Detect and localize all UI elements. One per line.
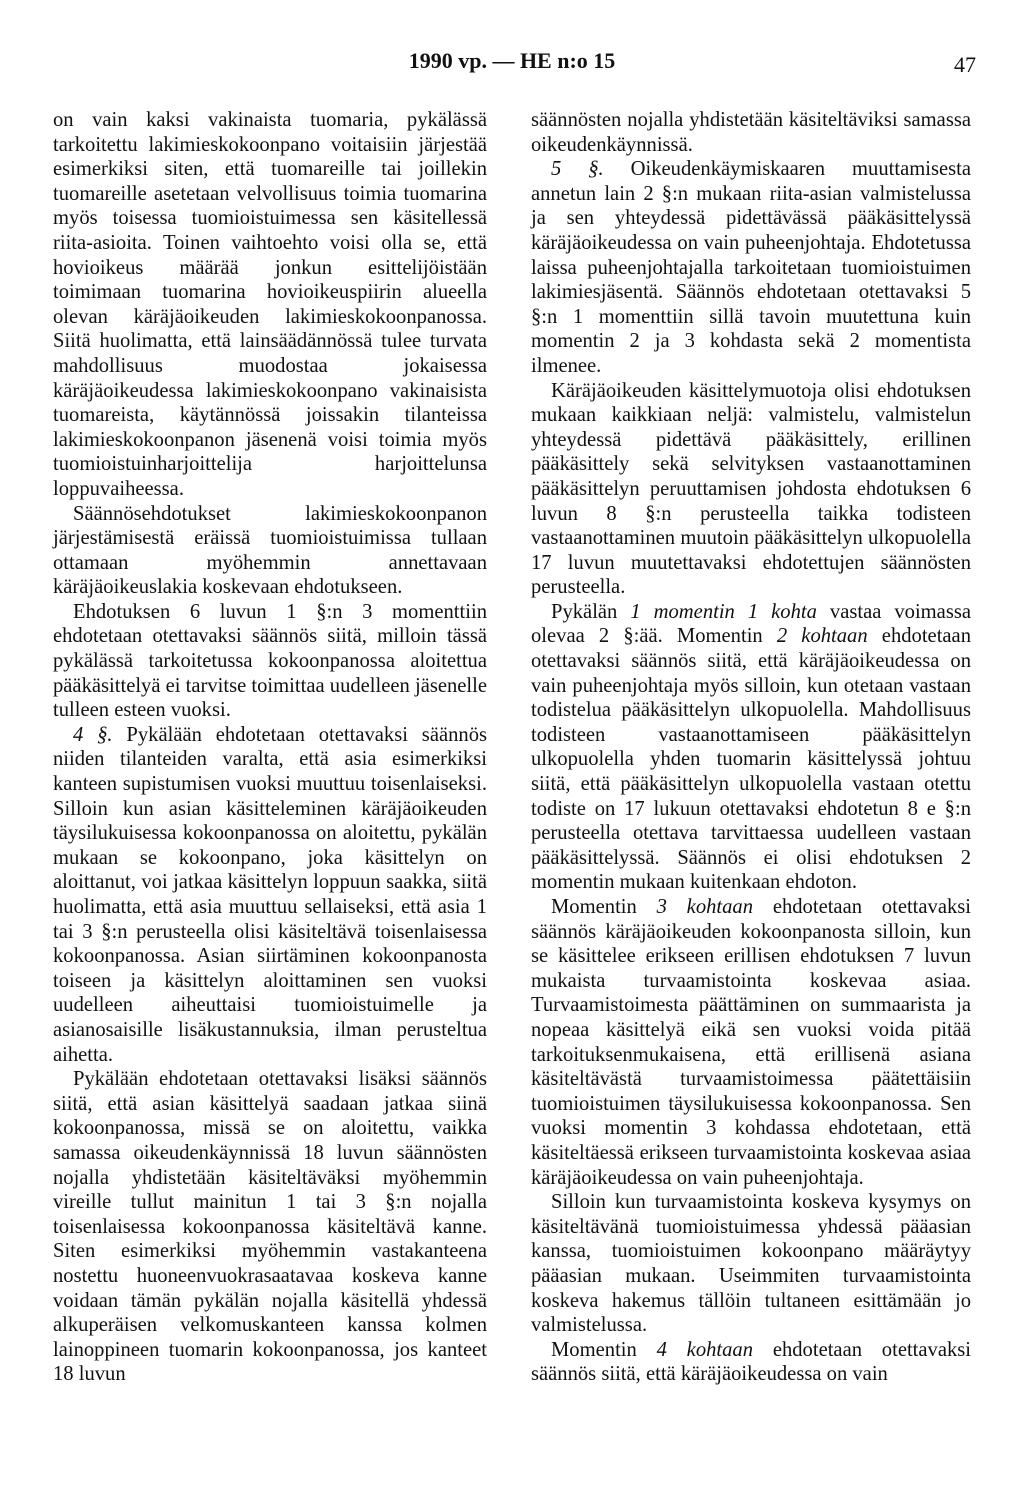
paragraph-text: Pykälään ehdotetaan otettavaksi säännös niiden tilanteiden varalta, että asia esimerkiksi kanteen supistumisen vuoksi muuttuu toisenlaiseksi. Silloin kun asian käsitteleminen käräjäoikeuden täysilukuisessa kokoonpanossa on aloitettu, pykälän mukaan se kokoonpano, joka käsittelyn on aloittanut, voi jatkaa käsittelyn loppuun saakka, siitä huolimatta, että asia muuttuu sellaiseksi, että asia 1 tai 3 §:n perusteella olisi käsiteltävä toisenlaisessa kokoonpanossa. Asian siirtäminen kokoonpanosta toiseen ja käsittelyn aloittaminen sen vuoksi uudelleen aiheuttaisi tuomioistuimelle ja asianosaisille lisäkustannuksia, ilman perusteltua aihetta. — [53, 723, 488, 1066]
paragraph-text: ehdotetaan otettavaksi säännös siitä, että käräjäoikeudessa on vain puheenjohtaja myös silloin, kun otetaan vastaan todistelua pääkäsittelyn ulkopuolella. Mahdollisuus todisteen vastaanottamiseen pääkäsittelyn ulkopuolella yhden tuomarin käsittelyssä johtuu siitä, että pääkäsittelyn ulkopuolella vastaan otettu todiste on 17 lukuun otettavaksi ehdotetun 8 e §:n perusteella otettava tarvittaessa uudelleen vastaan pääkäsittelyssä. Säännös ei olisi ehdotuksen 2 momentin mukaan kuitenkaan ehdoton. — [531, 625, 971, 894]
paragraph: on vain kaksi vakinaista tuomaria, pykälässä tarkoitettu lakimieskokoonpano voitaisiin järjestää esimerkiksi siten, että tuomareille tai joillekin tuomareille asetetaan velvollisuus toimia tuomarina myös toisessa tuomioistuimessa sen käsitellessä riita-asioita. Toinen vaihtoehto voisi olla se, että hovioikeus määrää jonkun esittelijöistään toimimaan tuomarina hovioikeuspiirin alueella olevan käräjäoikeuden lakimieskokoonpanossa. Siitä huolimatta, että lainsäädännössä tulee turvata mahdollisuus muodostaa jokaisessa käräjäoikeudessa lakimieskokoonpano vakinaisista tuomareista, käytännössä joissakin tilanteissa lakimieskokoonpanon jäsenenä voisi toimia myös tuomioistuinharjoittelija harjoittelunsa loppuvaiheessa. — [53, 109, 487, 500]
emphasis: 1 momentin 1 kohta — [630, 600, 817, 623]
paragraph-text: Oikeudenkäymiskaaren muuttamisesta annetun lain 2 §:n mukaan riita-asian valmistelussa ja sen yhteydessä pidettävässä pääkäsittelyssä käräjäoikeudessa on vain puheenjohtaja. Ehdotetussa laissa puheenjohtajalla tarkoitetaan tuomioistuimen lakimiesjäsentä. Säännös ehdotetaan otettavaksi 5 §:n 1 momenttiin sillä tavoin muutettuna kuin momentin 2 ja 3 kohdasta sekä 2 momentista ilmenee. — [531, 158, 971, 377]
paragraph — [53, 723, 487, 1067]
page-number: 47 — [954, 52, 976, 77]
paragraph-text: vastaa voimassa olevaa 2 §:ää. Momentin — [531, 600, 971, 648]
paragraph: säännösten nojalla yhdistetään käsiteltäviksi samassa oikeudenkäynnissä. — [531, 109, 971, 156]
paragraph-text: Momentin — [551, 896, 657, 918]
paragraph — [531, 895, 971, 1190]
paragraph-text: Momentin — [551, 1338, 657, 1361]
section-label: 4 §. — [73, 723, 113, 746]
paragraph: Pykälään ehdotetaan otettavaksi lisäksi säännös siitä, että asian käsittelyä saadaan jatkaa siinä kokoonpanossa, missä se on aloitettu, vaikka samassa oikeudenkäynnissä 18 luvun säännösten nojalla yhdistetään käsiteltäväksi myöhemmin vireille tullut mainitun 1 tai 3 §:n nojalla toisenlaisessa kokoonpanossa käsiteltävä kanne. Siten esimerkiksi myöhemmin vastakanteena nostettu huoneenvuokrasaatavaa koskeva kanne voidaan tämän pykälän nojalla käsitellä yhdessä alkuperäisen velkomuskanteen kanssa kolmen lainoppineen tuomarin kokoonpanossa, jos kanteet 18 luvun — [53, 1068, 487, 1386]
paragraph: Säännösehdotukset lakimieskokoonpanon järjestämisestä eräissä tuomioistuimissa tullaan ottamaan myöhemmin annettavaan käräjäoikeuslakia koskevaan ehdotukseen. — [53, 502, 487, 599]
paragraph-text: Pykälän — [551, 600, 631, 623]
right-column — [531, 108, 971, 1387]
paragraph: Silloin kun turvaamistointa koskeva kysymys on käsiteltävänä tuomioistuimessa yhdessä pääasian kanssa, tuomioistuimen kokoonpano määräytyy pääasian mukaan. Useimmiten turvaamistointa koskeva hakemus tällöin tultaneen esittämään jo valmistelussa. — [531, 1191, 971, 1337]
paragraph — [531, 600, 971, 895]
left-column — [53, 108, 487, 1387]
paragraph: Käräjäoikeuden käsittelymuotoja olisi ehdotuksen mukaan kaikkiaan neljä: valmistelu, valmistelun yhteydessä pidettävä pääkäsittely, erillinen pääkäsittely sekä selvityksen vastaanottaminen pääkäsittelyn peruuttamisen johdosta ehdotuksen 6 luvun 8 §:n perusteella taikka todisteen vastaanottaminen muutoin pääkäsittelyn ulkopuolella 17 luvun muutettavaksi ehdotettujen säännösten perusteella. — [531, 379, 971, 599]
paragraph — [531, 157, 971, 378]
paragraph — [531, 1338, 971, 1387]
emphasis: 3 kohtaan — [656, 896, 754, 918]
paragraph: Ehdotuksen 6 luvun 1 §:n 3 momenttiin ehdotetaan otettavaksi säännös siitä, milloin tässä pykälässä tarkoitetussa kokoonpanossa aloitettua pääkäsittelyä ei tarvitse toimittaa uudelleen jäsenelle tulleen esteen vuoksi. — [53, 600, 488, 722]
paragraph-text: ehdotetaan otettavaksi säännös käräjäoikeuden kokoonpanosta silloin, kun se käsittelee erikseen erillisen ehdotuksen 7 luvun mukaista turvaamistointa koskevaa asiaa. Turvaamistoimesta päättäminen on summaarista ja nopeaa käsittelyä eikä sen vuoksi voida pitää tarkoituksenmukaisena, että erillisenä asiana käsiteltävästä turvaamistoimessa päätettäisiin tuomioistuimen täysilukuisessa kokoonpanossa. Sen vuoksi momentin 3 kohdassa ehdotetaan, että käsiteltäessä erikseen turvaamistointa koskevaa asiaa käräjäoikeudessa on vain puheenjohtaja. — [531, 896, 972, 1189]
page-header — [0, 42, 1024, 82]
section-label: 5 §. — [551, 158, 604, 181]
emphasis: 4 kohtaan — [656, 1338, 754, 1361]
emphasis: 2 kohtaan — [776, 625, 868, 648]
running-title: 1990 vp. — HE n:o 15 — [408, 48, 616, 73]
paragraph-text: ehdotetaan otettavaksi säännös siitä, että käräjäoikeudessa on vain — [531, 1338, 972, 1386]
